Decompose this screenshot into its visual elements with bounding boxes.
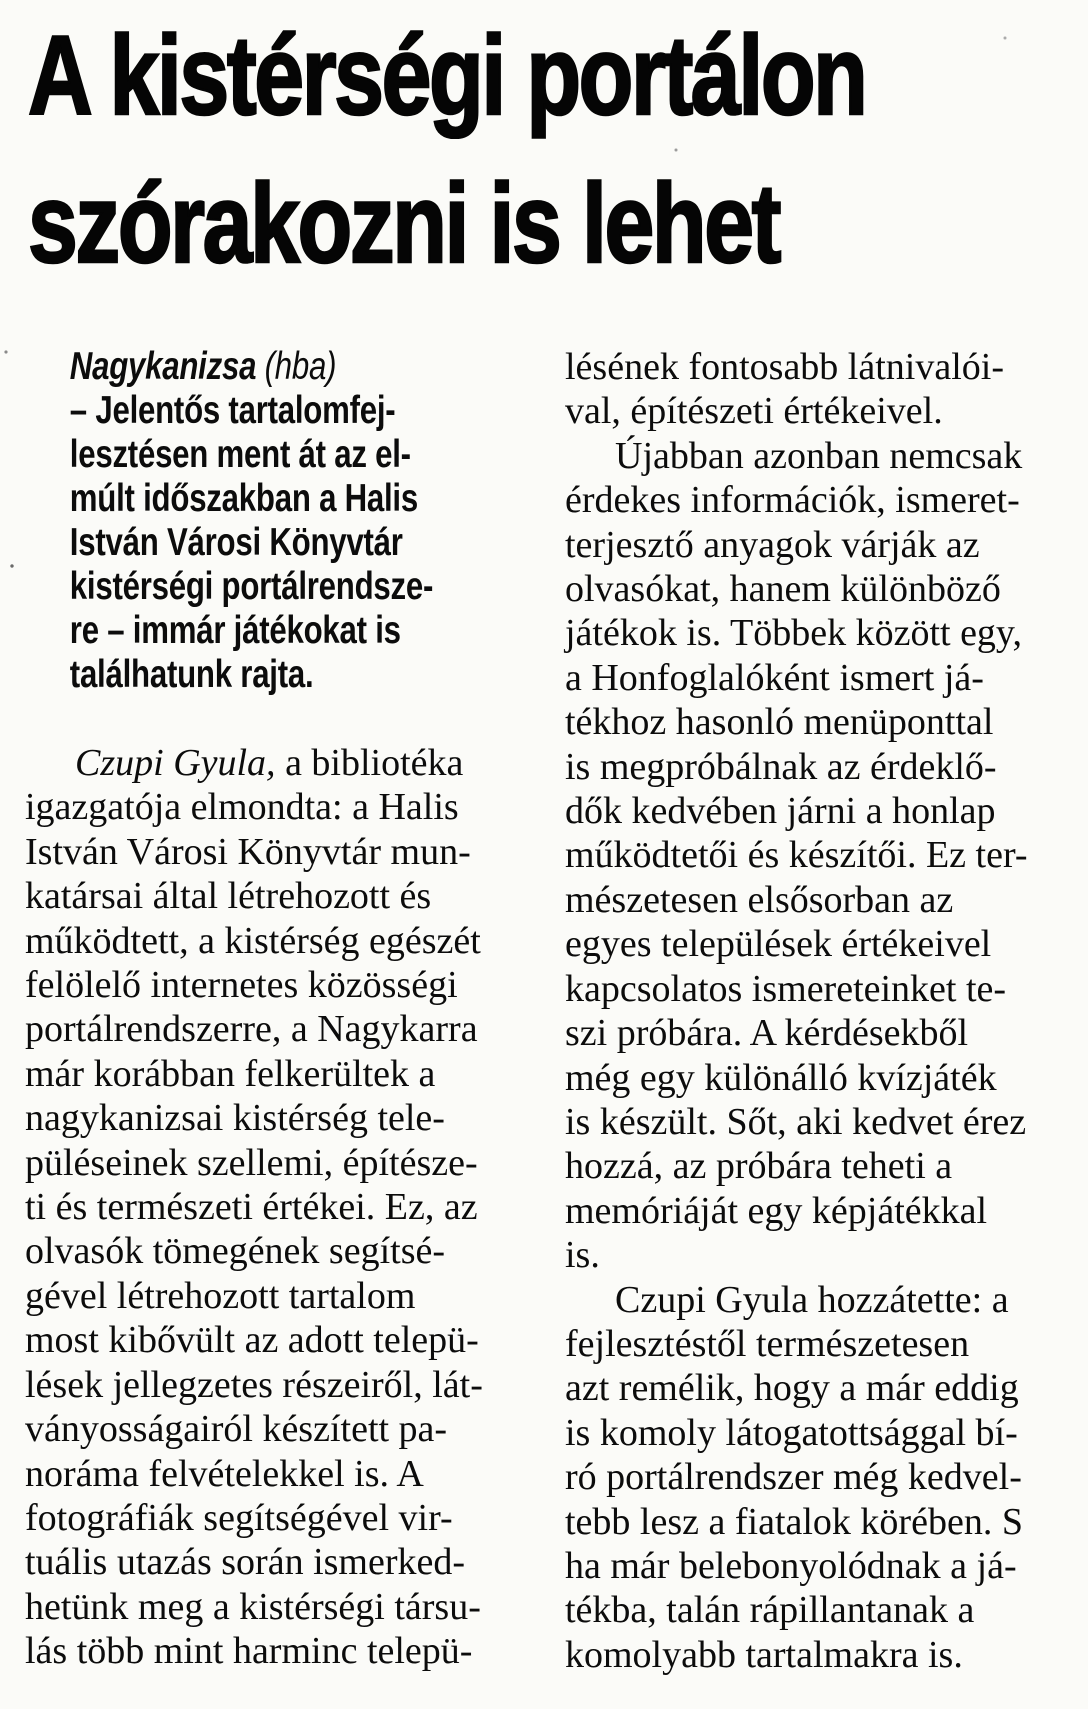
text-span: a bibliotéka bbox=[275, 742, 464, 784]
article-column-2-text bbox=[565, 345, 1045, 1677]
text-line: ha már belebonyolódnak a já- bbox=[565, 1544, 1017, 1587]
text-line: val, építészeti értékeivel. bbox=[565, 390, 943, 433]
text-line: játékok is. Többek között egy, bbox=[565, 612, 1022, 655]
text-line: most kibővült az adott telepü- bbox=[25, 1319, 479, 1362]
text-line: szi próbára. A kérdésekből bbox=[565, 1012, 969, 1055]
text-line: lésének fontosabb látnivalói- bbox=[565, 346, 1004, 388]
text-line: hetünk meg a kistérségi társu- bbox=[25, 1585, 481, 1628]
text-line: igazgatója elmondta: a Halis bbox=[25, 786, 459, 829]
text-line: is megpróbálnak az érdeklő- bbox=[565, 745, 997, 788]
text-line: is. bbox=[565, 1234, 600, 1277]
text-line: gével létrehozott tartalom bbox=[25, 1274, 416, 1317]
article-column-1-text bbox=[25, 741, 505, 1674]
text-line: katársai által létrehozott és bbox=[25, 875, 432, 918]
text-line: memóriáját egy képjátékkal bbox=[565, 1189, 988, 1232]
text-line: múlt időszakban a Halis bbox=[69, 477, 418, 520]
headline-line-2: szórakozni is lehet bbox=[28, 161, 780, 286]
text-line: olvasók tömegének segítsé- bbox=[25, 1230, 446, 1273]
column-left bbox=[25, 345, 505, 1674]
text-line: találhatunk rajta. bbox=[69, 653, 314, 696]
text-line: lás több mint harminc telepü- bbox=[25, 1630, 473, 1673]
text-line: kistérségi portálrendsze- bbox=[69, 565, 434, 608]
text-line: lések jellegzetes részeiről, lát- bbox=[25, 1363, 483, 1406]
text-line: is készült. Sőt, aki kedvet érez bbox=[565, 1100, 1027, 1143]
text-line: olvasókat, hanem különböző bbox=[565, 568, 1001, 611]
text-line: ványosságairól készített pa- bbox=[25, 1408, 448, 1451]
text-line: mészetesen elsősorban az bbox=[565, 878, 954, 921]
text-line: működtetői és készítői. Ez ter- bbox=[565, 834, 1028, 877]
text-line: Czupi Gyula hozzátette: a bbox=[615, 1278, 1009, 1321]
text-line: portálrendszerre, a Nagykarra bbox=[25, 1008, 478, 1051]
text-line: dők kedvében járni a honlap bbox=[565, 790, 996, 833]
text-line: tebb lesz a fiatalok körében. S bbox=[565, 1500, 1023, 1543]
text-line: noráma felvételekkel is. A bbox=[25, 1452, 424, 1495]
dateline bbox=[70, 345, 505, 389]
location-name: Nagykanizsa bbox=[69, 345, 257, 388]
text-line: tuális utazás során ismerked- bbox=[25, 1541, 466, 1584]
text-line: püléseinek szellemi, építésze- bbox=[25, 1141, 478, 1184]
text-line: lesztésen ment át az el- bbox=[69, 433, 411, 476]
text-line: érdekes információk, ismeret- bbox=[565, 479, 1020, 522]
text-span: Czupi Gyula, bbox=[75, 742, 276, 784]
text-line: hozzá, az próbára teheti a bbox=[565, 1145, 953, 1188]
text-line: még egy különálló kvízjáték bbox=[565, 1056, 997, 1099]
text-line bbox=[25, 741, 505, 785]
text-line: már korábban felkerültek a bbox=[25, 1052, 436, 1095]
text-line: is komoly látogatottsággal bí- bbox=[565, 1411, 1018, 1454]
text-line: re – immár játékokat is bbox=[69, 609, 401, 652]
headline-line-1: A kistérségi portálon bbox=[28, 13, 866, 138]
lead-paragraph bbox=[25, 345, 505, 697]
author-initials: (hba) bbox=[256, 345, 337, 388]
text-line: fotográfiák segítségével vir- bbox=[25, 1496, 453, 1539]
text-line: kapcsolatos ismereteinket te- bbox=[565, 967, 1007, 1010]
text-line: azt remélik, hogy a már eddig bbox=[565, 1367, 1019, 1410]
text-line: a Honfoglalóként ismert já- bbox=[565, 656, 984, 699]
lead-lines bbox=[70, 389, 505, 697]
text-line: nagykanizsai kistérség tele- bbox=[25, 1097, 445, 1140]
text-line: István Városi Könyvtár mun- bbox=[25, 830, 471, 873]
text-line: terjesztő anyagok várják az bbox=[565, 523, 980, 566]
text-line: ró portálrendszer még kedvel- bbox=[565, 1456, 1022, 1499]
text-line: fejlesztéstől természetesen bbox=[565, 1322, 970, 1365]
text-line: István Városi Könyvtár bbox=[69, 521, 403, 564]
text-line: komolyabb tartalmakra is. bbox=[565, 1633, 963, 1676]
text-line: tékba, talán rápillantanak a bbox=[565, 1589, 975, 1632]
text-line: – Jelentős tartalomfej- bbox=[69, 389, 396, 432]
text-line: működtett, a kistérség egészét bbox=[25, 919, 481, 962]
text-line: egyes települések értékeivel bbox=[565, 923, 992, 966]
article-headline bbox=[28, 2, 1075, 298]
text-line: Újabban azonban nemcsak bbox=[615, 434, 1023, 477]
text-line: tékhoz hasonló menüponttal bbox=[565, 701, 994, 744]
text-line: felölelő internetes közösségi bbox=[25, 964, 458, 1007]
text-line: ti és természeti értékei. Ez, az bbox=[25, 1186, 478, 1229]
